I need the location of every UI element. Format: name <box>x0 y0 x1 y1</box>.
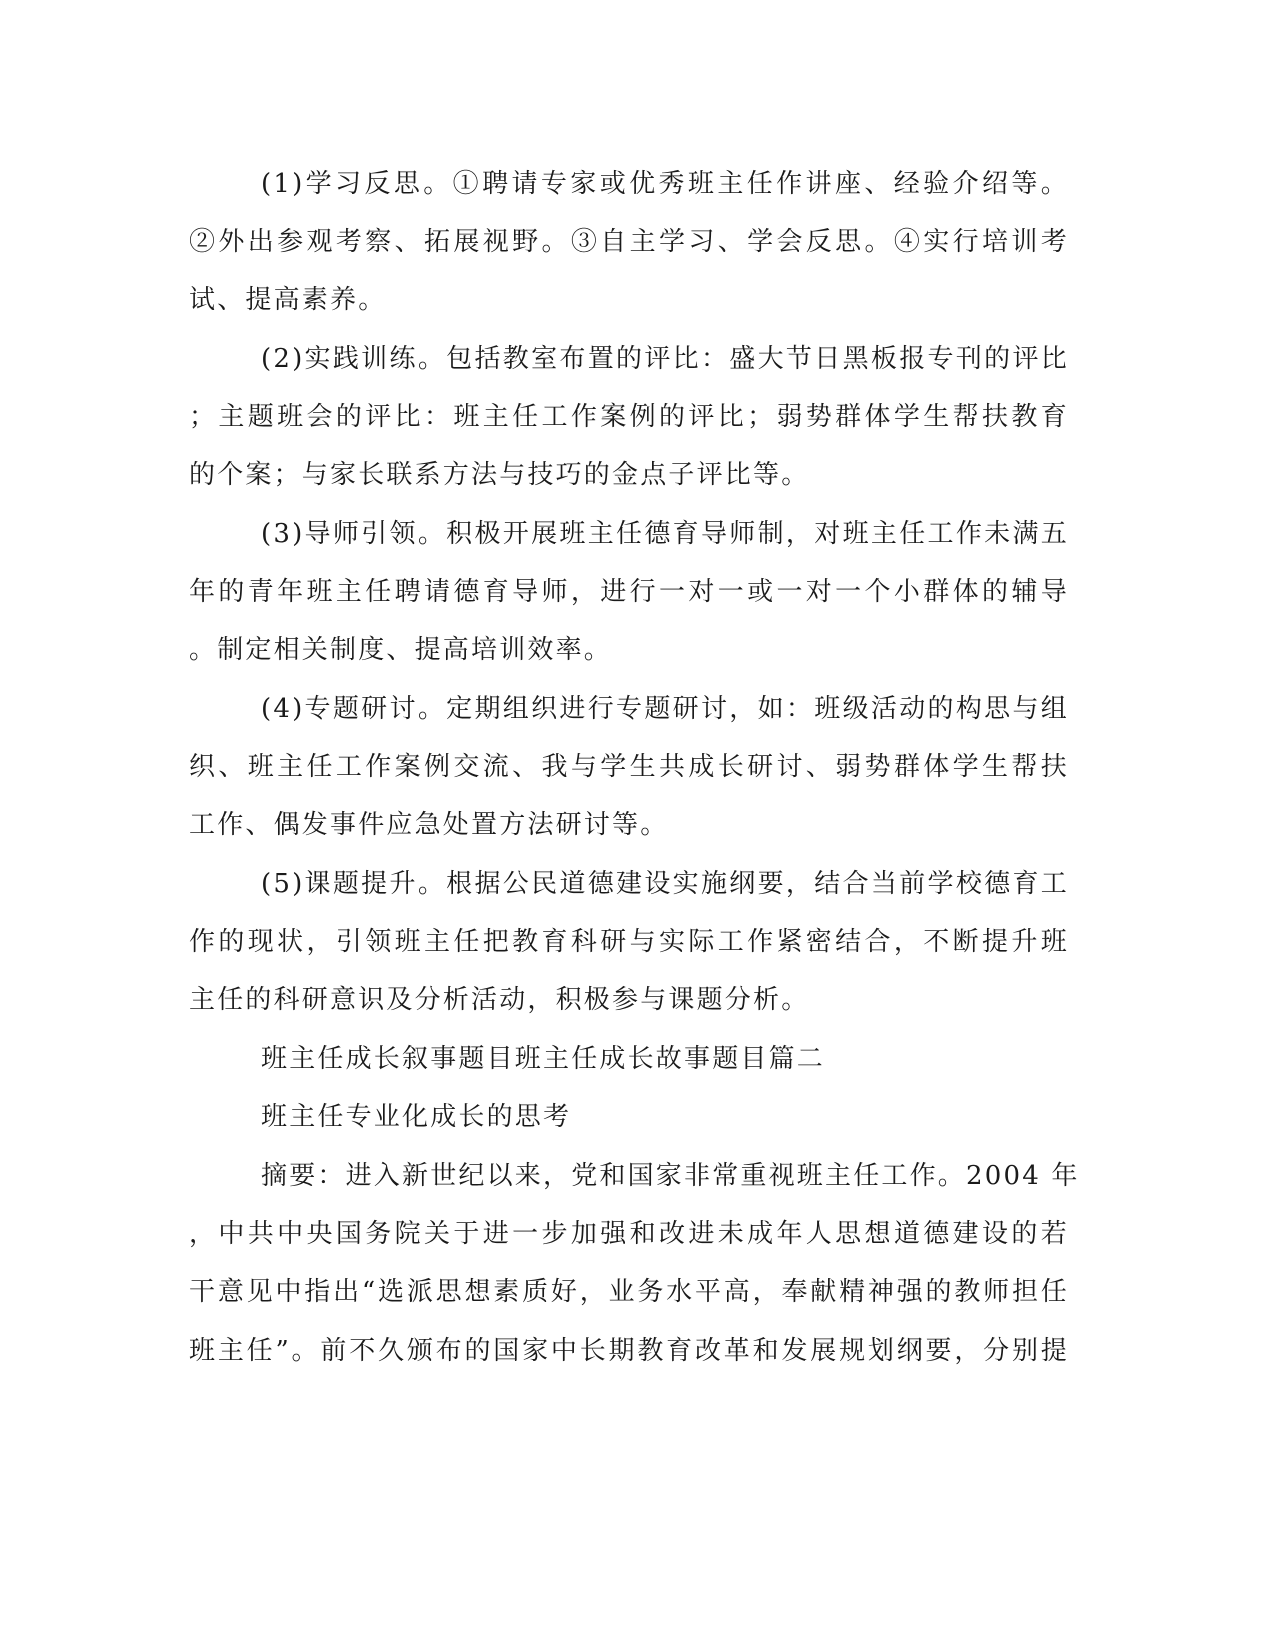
paragraph-3-line-3: 。制定相关制度、提高培训效率。 <box>189 635 613 665</box>
abstract-line-1: 摘要：进入新世纪以来，党和国家非常重视班主任工作。2004 年 <box>261 1161 1080 1191</box>
paragraph-5-line-1: (5)课题提升。根据公民道德建设实施纲要，结合当前学校德育工 <box>261 869 1069 899</box>
section-heading: 班主任成长叙事题目班主任成长故事题目篇二 <box>261 1044 826 1074</box>
abstract-line-2: ，中共中央国务院关于进一步加强和改进未成年人思想道德建设的若 <box>189 1219 1069 1249</box>
paragraph-4-line-1: (4)专题研讨。定期组织进行专题研讨，如：班级活动的构思与组 <box>261 694 1069 724</box>
paragraph-1-line-2: ②外出参观考察、拓展视野。③自主学习、学会反思。④实行培训考 <box>189 227 1069 257</box>
paragraph-1-line-3: 试、提高素养。 <box>189 285 387 315</box>
paragraph-2-line-2: ；主题班会的评比：班主任工作案例的评比；弱势群体学生帮扶教育 <box>189 402 1069 432</box>
paragraph-2-line-1: (2)实践训练。包括教室布置的评比：盛大节日黑板报专刊的评比 <box>261 344 1069 374</box>
paragraph-5-line-2: 作的现状，引领班主任把教育科研与实际工作紧密结合，不断提升班 <box>189 927 1069 957</box>
paragraph-3-line-2: 年的青年班主任聘请德育导师，进行一对一或一对一个小群体的辅导 <box>189 577 1069 607</box>
paragraph-2-line-3: 的个案；与家长联系方法与技巧的金点子评比等。 <box>189 460 810 490</box>
paragraph-4-line-3: 工作、偶发事件应急处置方法研讨等。 <box>189 810 669 840</box>
abstract-line-3: 干意见中指出“选派思想素质好，业务水平高，奉献精神强的教师担任 <box>189 1277 1069 1307</box>
paragraph-4-line-2: 织、班主任工作案例交流、我与学生共成长研讨、弱势群体学生帮扶 <box>189 752 1069 782</box>
paragraph-5-line-3: 主任的科研意识及分析活动，积极参与课题分析。 <box>189 985 810 1015</box>
abstract-line-4: 班主任”。前不久颁布的国家中长期教育改革和发展规划纲要，分别提 <box>189 1336 1069 1366</box>
article-title: 班主任专业化成长的思考 <box>261 1102 572 1132</box>
paragraph-1-line-1: (1)学习反思。①聘请专家或优秀班主任作讲座、经验介绍等。 <box>261 169 1069 199</box>
paragraph-3-line-1: (3)导师引领。积极开展班主任德育导师制，对班主任工作未满五 <box>261 519 1069 549</box>
